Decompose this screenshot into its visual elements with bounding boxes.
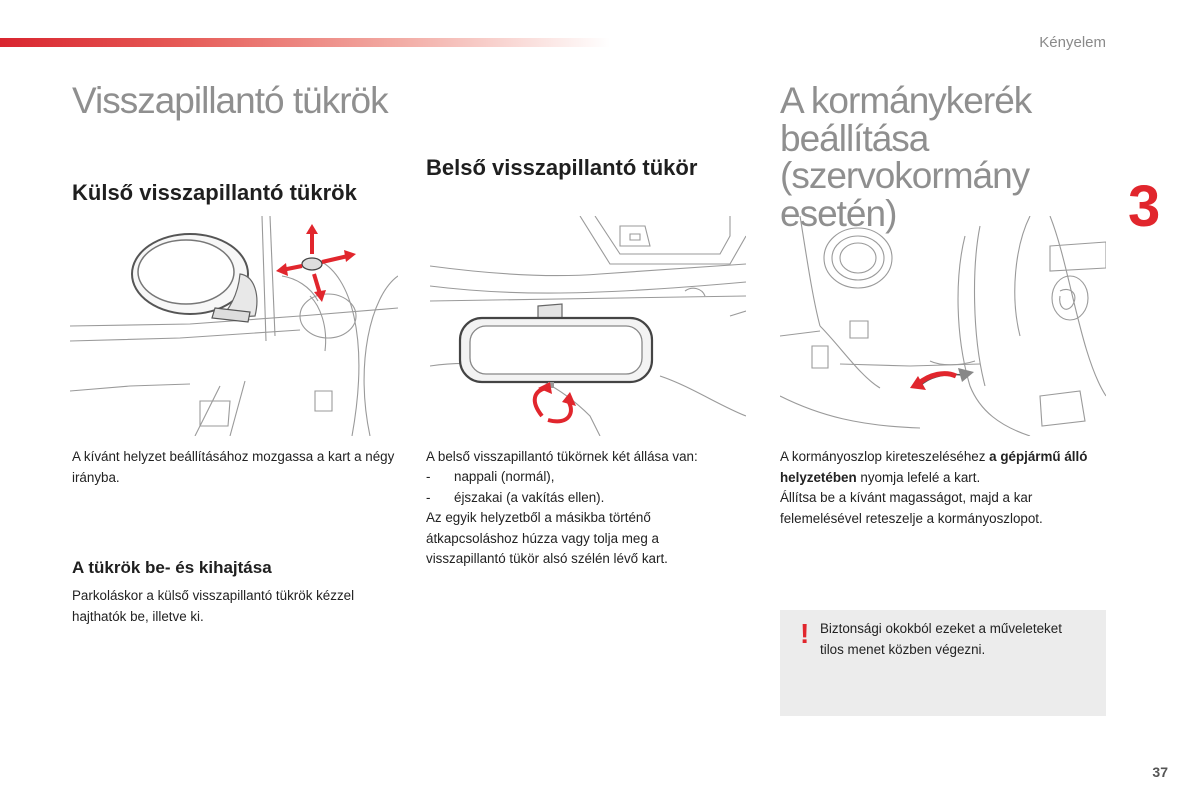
page-title: Visszapillantó tükrök [72,80,388,121]
folding-text: Parkoláskor a külső visszapillantó tükrök kézzel hajthatók be, illetve ki. [72,588,355,624]
exterior-mirror-illustration [70,216,398,436]
list-item: - éjszakai (a vakítás ellen). [426,488,756,509]
chapter-number: 3 [1128,174,1161,239]
steering-text-bold: a gépjármű álló helyzetében [780,449,1088,485]
interior-mirror-text: Az egyik helyzetből a másikba történő átkapcsoláshoz húzza vagy tolja meg a visszapillantó tükör alsó szélén lévő kart. [426,510,668,566]
exterior-mirror-text: A kívánt helyzet beállításához mozgassa a kart a négy irányba. [72,449,395,485]
interior-mirror-intro: A belső visszapillantó tükörnek két állása van: [426,449,698,464]
steering-text-part2: nyomja lefelé a kart. [856,469,981,485]
list-item: - nappali (normál), [426,467,756,488]
warning-icon: ! [800,618,810,649]
folding-heading: A tükrök be- és kihajtása [72,558,272,577]
warning-text: Biztonsági okokból ezeket a műveleteket tilos menet közben végezni. [820,621,1062,657]
warning-box [780,610,1106,716]
page-number: 37 [1152,764,1168,780]
steering-text-2: Állítsa be a kívánt magasságot, majd a kar felemelésével reteszelje a kormányoszlopot. [780,490,1043,526]
steering-wheel-illustration [780,216,1106,436]
mirror-positions-list [426,467,756,508]
steering-wheel-title: A kormánykerék beállítása (szervokormány esetén) [780,80,1032,235]
steering-text-part1: A kormányoszlop kireteszeléséhez [780,449,990,464]
interior-mirror-heading: Belső visszapillantó tükör [426,155,698,180]
interior-mirror-illustration [430,216,746,436]
exterior-mirrors-heading: Külső visszapillantó tükrök [72,180,357,205]
steering-text-1 [780,447,1115,488]
section-title: Kényelem [1039,34,1106,51]
header-accent-bar [0,38,610,47]
